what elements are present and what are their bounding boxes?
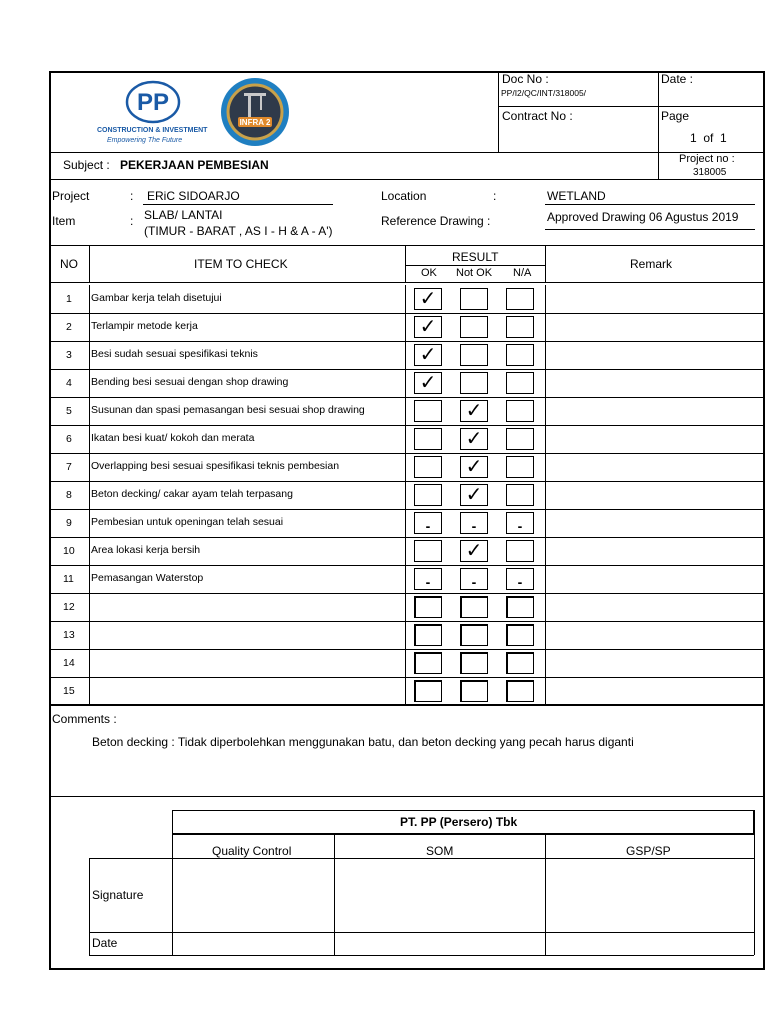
row-item-text: Terlampir metode kerja [91,320,198,332]
item-value-line1: SLAB/ LANTAI [144,208,223,222]
date-row-label: Date [92,936,118,950]
signature-row-label: Signature [92,888,144,902]
row-item-text: Ikatan besi kuat/ kokoh dan merata [91,432,255,444]
comments-label: Comments : [52,712,117,726]
dash-mark: - [425,574,431,590]
item-label: Item [52,214,76,228]
check-icon: ✓ [419,288,437,310]
result-ok-checkbox[interactable] [414,456,442,478]
check-icon: ✓ [419,372,437,394]
row-number: 8 [66,489,72,501]
result-na-checkbox[interactable] [506,624,534,646]
pp-logo-text: PP [136,89,170,116]
page-label: Page [661,109,690,123]
col-na-header: N/A [513,267,532,279]
result-na-checkbox[interactable] [506,372,534,394]
project-value: ERiC SIDOARJO [147,189,240,203]
page-value: 1 of 1 [690,131,727,145]
doc-no-value: PP/I2/QC/INT/318005/ [501,88,587,98]
result-na-checkbox[interactable] [506,652,534,674]
subject-label: Subject : [63,158,110,172]
result-ok-checkbox[interactable] [414,652,442,674]
row-number: 10 [63,545,75,557]
project-no-value: 318005 [693,167,727,178]
project-no-label: Project no : [679,153,735,165]
row-number: 5 [66,405,72,417]
pp-logo [125,80,181,124]
row-number: 15 [63,685,75,697]
infra2-badge [220,77,290,147]
result-na-checkbox[interactable] [506,484,534,506]
doc-no-label: Doc No : [502,72,549,86]
result-ok-checkbox[interactable] [414,428,442,450]
reference-drawing-value: Approved Drawing 06 Agustus 2019 [547,210,739,224]
result-notok-checkbox[interactable] [460,624,488,646]
result-na-checkbox[interactable] [506,540,534,562]
company-name: CONSTRUCTION & INVESTMENT [97,127,208,134]
reference-drawing-label: Reference Drawing : [381,214,491,228]
row-item-text: Area lokasi kerja bersih [91,544,201,556]
row-item-text: Overlapping besi sesuai spesifikasi teknis pembesian [91,460,340,472]
result-notok-checkbox[interactable] [460,316,488,338]
check-icon: ✓ [419,316,437,338]
result-notok-checkbox[interactable] [460,288,488,310]
dash-mark: - [471,574,477,590]
row-item-text: Besi sudah sesuai spesifikasi teknis [91,348,258,360]
result-na-checkbox[interactable] [506,288,534,310]
result-notok-checkbox[interactable] [460,344,488,366]
row-number: 11 [63,573,74,585]
result-na-checkbox[interactable] [506,428,534,450]
item-colon: : [130,214,134,228]
subject-value: PEKERJAAN PEMBESIAN [120,158,269,172]
col-result-header: RESULT [452,250,499,264]
row-item-text: Susunan dan spasi pemasangan besi sesuai shop drawing [91,404,365,416]
col-remark-header: Remark [630,257,673,271]
row-number: 4 [66,377,72,389]
row-number: 14 [63,657,75,669]
result-ok-checkbox[interactable] [414,484,442,506]
check-icon: ✓ [465,400,483,422]
location-colon: : [493,189,497,203]
col-notok-header: Not OK [456,267,493,279]
result-ok-checkbox[interactable] [414,540,442,562]
contract-no-label: Contract No : [502,109,573,123]
result-ok-checkbox[interactable] [414,624,442,646]
row-number: 3 [66,349,72,361]
row-item-text: Bending besi sesuai dengan shop drawing [91,376,289,388]
project-label: Project [52,189,90,203]
signature-col-som: SOM [426,844,454,858]
result-ok-checkbox[interactable] [414,680,442,702]
row-number: 12 [63,601,75,613]
location-label: Location [381,189,427,203]
row-number: 13 [63,629,75,641]
result-na-checkbox[interactable] [506,400,534,422]
result-na-checkbox[interactable] [506,316,534,338]
infra2-badge-text: INFRA 2 [239,118,271,127]
check-icon: ✓ [419,344,437,366]
result-notok-checkbox[interactable] [460,680,488,702]
result-na-checkbox[interactable] [506,680,534,702]
result-ok-checkbox[interactable] [414,596,442,618]
comments-text: Beton decking : Tidak diperbolehkan menggunakan batu, dan beton decking yang pecah harus diganti [92,735,634,749]
check-icon: ✓ [465,456,483,478]
result-notok-checkbox[interactable] [460,652,488,674]
row-item-text: Beton decking/ cakar ayam telah terpasang [91,488,293,500]
row-number: 9 [66,517,72,529]
row-number: 1 [66,293,72,305]
project-colon: : [130,189,134,203]
row-number: 2 [66,321,72,333]
result-ok-checkbox[interactable] [414,400,442,422]
dash-mark: - [425,518,431,534]
check-icon: ✓ [465,428,483,450]
company-tagline: Empowering The Future [107,137,183,144]
item-value-line2: (TIMUR - BARAT , AS I - H & A - A') [144,224,333,238]
result-na-checkbox[interactable] [506,344,534,366]
result-na-checkbox[interactable] [506,456,534,478]
col-no-header: NO [60,257,78,271]
dash-mark: - [471,518,477,534]
signature-col-qc: Quality Control [212,844,292,858]
date-label: Date : [661,72,694,86]
result-na-checkbox[interactable] [506,596,534,618]
col-ok-header: OK [421,267,437,279]
row-item-text: Pemasangan Waterstop [91,572,204,584]
location-value: WETLAND [547,189,606,203]
dash-mark: - [517,574,523,590]
dash-mark: - [517,518,523,534]
row-number: 7 [66,461,72,473]
col-item-header: ITEM TO CHECK [194,257,288,271]
check-icon: ✓ [465,540,483,562]
signature-company: PT. PP (Persero) Tbk [400,815,518,829]
result-notok-checkbox[interactable] [460,596,488,618]
result-notok-checkbox[interactable] [460,372,488,394]
check-icon: ✓ [465,484,483,506]
signature-col-gsp: GSP/SP [626,844,671,858]
row-item-text: Pembesian untuk openingan telah sesuai [91,516,284,528]
row-number: 6 [66,433,72,445]
row-item-text: Gambar kerja telah disetujui [91,292,222,304]
